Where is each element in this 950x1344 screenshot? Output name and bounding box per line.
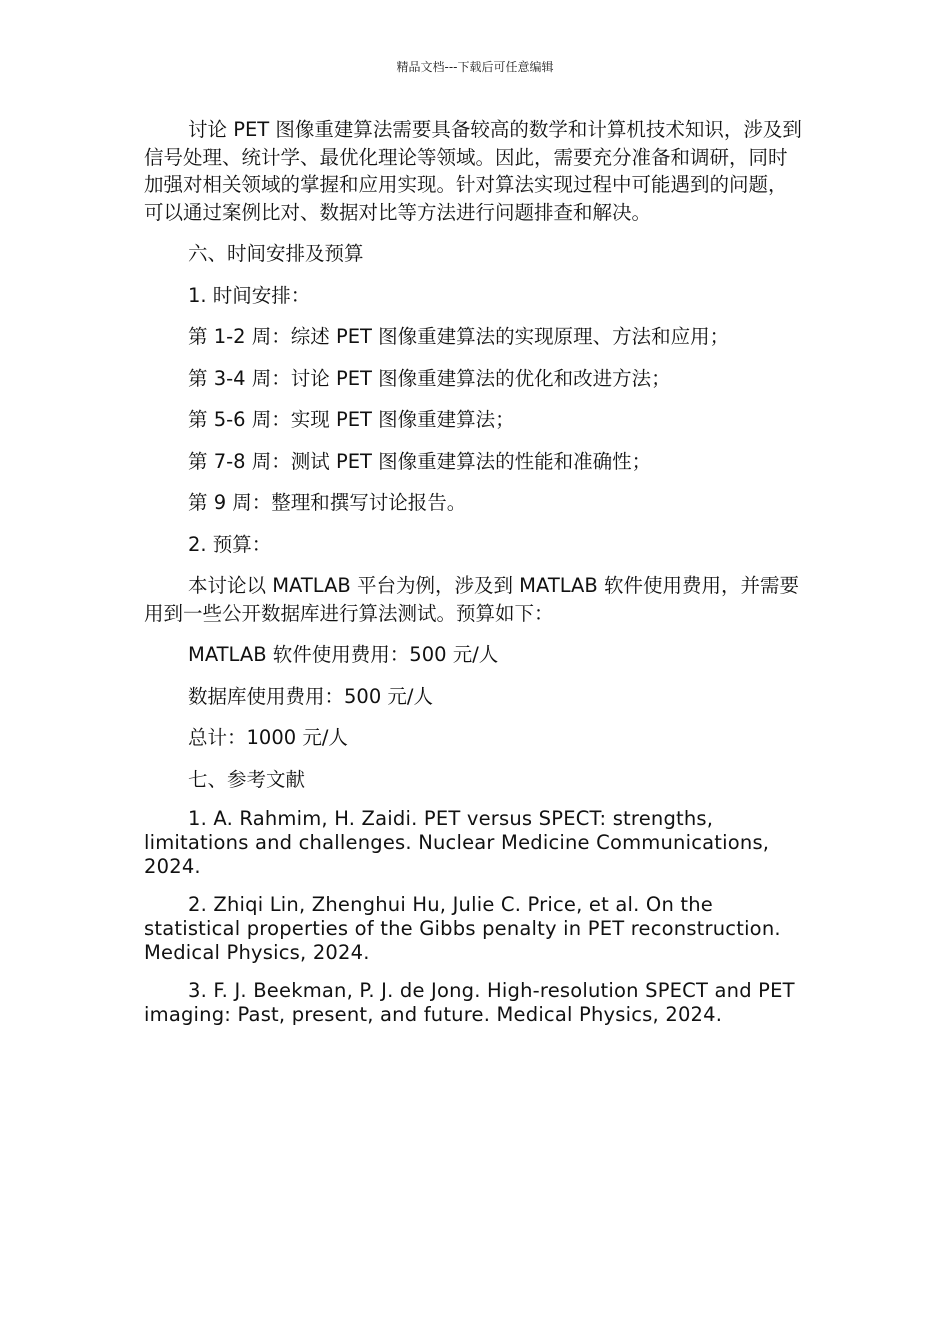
budget-paragraph: 本讨论以 MATLAB 平台为例，涉及到 MATLAB 软件使用费用，并需要用到一些公开数据库进行算法测试。预算如下：: [144, 574, 799, 625]
reference-item: 2. Zhiqi Lin, Zhenghui Hu, Julie C. Price, et al. On the statistical properties of the Gibbs penalty in PET reconstruction. Medical Physics, 2024.: [144, 893, 781, 964]
budget-item: MATLAB 软件使用费用：500 元/人: [188, 643, 499, 666]
intro-paragraph: 讨论 PET 图像重建算法需要具备较高的数学和计算机技术知识，涉及到信号处理、统计学、最优化理论等领域。因此，需要充分准备和调研，同时加强对相关领域的掌握和应用实现。针对算法实现过程中可能遇到的问题，可以通过案例比对、数据对比等方法进行问题排查和解决。: [144, 118, 802, 224]
subsection-heading: 1. 时间安排：: [188, 283, 311, 307]
schedule-item: 第 7-8 周：测试 PET 图像重建算法的性能和准确性；: [188, 449, 652, 473]
reference-item: 1. A. Rahmim, H. Zaidi. PET versus SPECT: strengths, limitations and challenges. Nuclear Medicine Communications, 2024.: [144, 807, 770, 878]
reference-item: 3. F. J. Beekman, P. J. de Jong. High-resolution SPECT and PET imaging: Past, present, and future. Medical Physics, 2024.: [144, 979, 795, 1026]
section-heading: 七、参考文献: [188, 767, 306, 791]
page-header: 精品文档---下载后可任意编辑: [396, 60, 554, 74]
budget-item: 数据库使用费用：500 元/人: [188, 684, 433, 708]
budget-total: 总计：1000 元/人: [188, 726, 348, 749]
schedule-item: 第 9 周：整理和撰写讨论报告。: [188, 491, 467, 514]
section-heading: 六、时间安排及预算: [188, 242, 364, 265]
subsection-heading: 2. 预算：: [188, 532, 272, 556]
schedule-item: 第 5-6 周：实现 PET 图像重建算法；: [188, 408, 515, 431]
schedule-item: 第 1-2 周：综述 PET 图像重建算法的实现原理、方法和应用；: [188, 325, 730, 348]
document-body: [144, 116, 804, 1041]
schedule-item: 第 3-4 周：讨论 PET 图像重建算法的优化和改进方法；: [188, 366, 671, 390]
